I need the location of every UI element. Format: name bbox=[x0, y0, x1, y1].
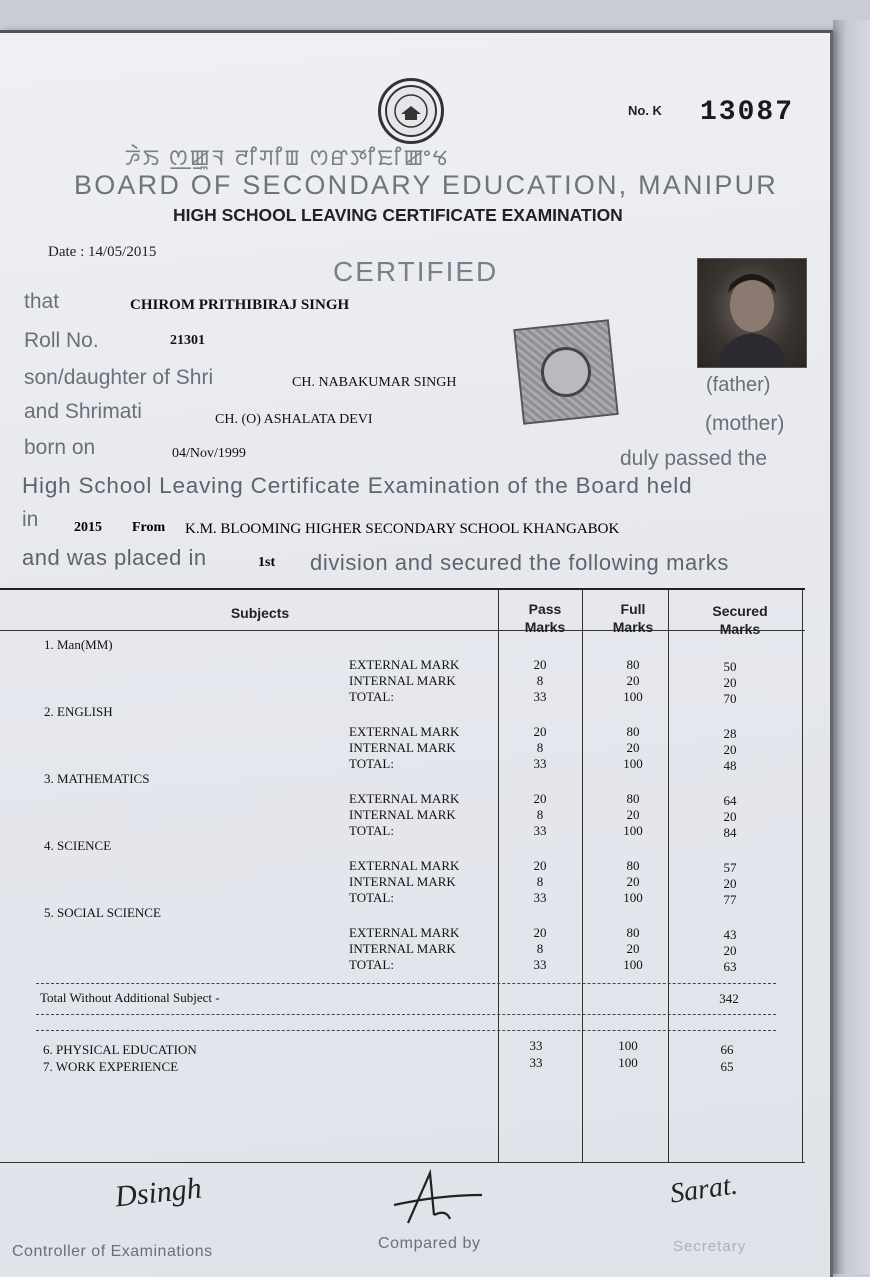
pass-mark: 33 bbox=[533, 689, 547, 704]
secured-mark: 28 bbox=[723, 726, 737, 741]
mark-type-label: INTERNAL MARK bbox=[349, 874, 456, 889]
duly-passed-text: duly passed the bbox=[620, 447, 768, 470]
pass-mark: 33 bbox=[529, 1038, 543, 1053]
secretary-label: Secretary bbox=[673, 1238, 747, 1255]
full-mark: 20 bbox=[626, 807, 640, 822]
pass-header-1: Pass bbox=[528, 601, 562, 617]
subjects-header: Subjects bbox=[230, 605, 290, 621]
father-label: son/daughter of Shri bbox=[24, 366, 214, 389]
mark-type-label: TOTAL: bbox=[349, 957, 394, 972]
full-mark: 100 bbox=[618, 1055, 638, 1070]
from-label: From bbox=[132, 520, 166, 535]
secured-mark: 66 bbox=[720, 1042, 734, 1057]
full-mark: 80 bbox=[626, 858, 640, 873]
full-mark: 80 bbox=[626, 791, 640, 806]
pass-mark: 33 bbox=[533, 957, 547, 972]
pass-mark: 8 bbox=[536, 807, 544, 822]
secured-mark: 20 bbox=[723, 742, 737, 757]
subject-name: 3. MATHEMATICS bbox=[44, 771, 150, 786]
mark-type-label: INTERNAL MARK bbox=[349, 941, 456, 956]
pass-mark: 33 bbox=[533, 756, 547, 771]
mark-type-label: INTERNAL MARK bbox=[349, 807, 456, 822]
pass-mark: 33 bbox=[529, 1055, 543, 1070]
total-value: 342 bbox=[719, 991, 739, 1006]
division: 1st bbox=[258, 555, 276, 570]
candidate-photo bbox=[697, 258, 807, 368]
mark-type-label: TOTAL: bbox=[349, 890, 394, 905]
full-mark: 100 bbox=[618, 1038, 638, 1053]
board-emblem-icon bbox=[378, 78, 444, 144]
compared-label: Compared by bbox=[378, 1235, 481, 1252]
mark-type-label: EXTERNAL MARK bbox=[349, 724, 460, 739]
secured-mark: 63 bbox=[723, 959, 737, 974]
full-mark: 80 bbox=[626, 724, 640, 739]
secured-mark: 50 bbox=[723, 659, 737, 674]
exam-title: HIGH SCHOOL LEAVING CERTIFICATE EXAMINATION bbox=[173, 205, 623, 225]
mother-relation: (mother) bbox=[705, 412, 785, 435]
script-title: ꯍꯥꯏ ꯁ꯭ꯀꯨꯜ ꯂꯤꯚꯤꯡ ꯁꯔꯇꯤꯐꯤꯀꯦꯠ bbox=[125, 145, 450, 170]
father-name: CH. NABAKUMAR SINGH bbox=[292, 375, 457, 390]
mark-type-label: TOTAL: bbox=[349, 689, 394, 704]
subject-name: 4. SCIENCE bbox=[44, 838, 112, 853]
full-mark: 20 bbox=[626, 941, 640, 956]
cert-number: 13087 bbox=[700, 97, 795, 128]
secured-mark: 20 bbox=[723, 876, 737, 891]
secured-mark: 20 bbox=[723, 809, 737, 824]
secured-mark: 65 bbox=[720, 1059, 734, 1074]
pass-mark: 20 bbox=[533, 858, 547, 873]
mark-type-label: INTERNAL MARK bbox=[349, 740, 456, 755]
mark-type-label: TOTAL: bbox=[349, 756, 394, 771]
controller-signature: Dsingh bbox=[113, 1171, 204, 1214]
secured-header-2: Marks bbox=[719, 621, 761, 637]
additional-subject-name: 7. WORK EXPERIENCE bbox=[43, 1059, 179, 1074]
pass-mark: 33 bbox=[533, 823, 547, 838]
secured-mark: 20 bbox=[723, 943, 737, 958]
cert-no-label: No. K bbox=[628, 103, 662, 118]
full-mark: 80 bbox=[626, 925, 640, 940]
full-mark: 100 bbox=[623, 890, 643, 905]
secured-header-1: Secured bbox=[712, 603, 768, 619]
full-mark: 20 bbox=[626, 874, 640, 889]
full-header-2: Marks bbox=[612, 619, 654, 635]
pass-mark: 33 bbox=[533, 890, 547, 905]
mark-type-label: TOTAL: bbox=[349, 823, 394, 838]
secured-text: division and secured the following marks bbox=[310, 550, 729, 575]
born-label: born on bbox=[24, 436, 96, 459]
mark-type-label: EXTERNAL MARK bbox=[349, 858, 460, 873]
pass-mark: 8 bbox=[536, 740, 544, 755]
pass-mark: 8 bbox=[536, 941, 544, 956]
pass-mark: 20 bbox=[533, 791, 547, 806]
full-mark: 80 bbox=[626, 657, 640, 672]
roll-number: 21301 bbox=[170, 333, 205, 348]
full-mark: 100 bbox=[623, 689, 643, 704]
additional-subject-name: 6. PHYSICAL EDUCATION bbox=[43, 1042, 197, 1057]
marks-table bbox=[0, 588, 805, 1163]
subject-name: 2. ENGLISH bbox=[44, 704, 113, 719]
secured-mark: 48 bbox=[723, 758, 737, 773]
pass-mark: 8 bbox=[536, 673, 544, 688]
subject-name: 5. SOCIAL SCIENCE bbox=[44, 905, 161, 920]
mark-type-label: INTERNAL MARK bbox=[349, 673, 456, 688]
placed-label: and was placed in bbox=[22, 545, 207, 570]
secured-mark: 70 bbox=[723, 691, 737, 706]
secured-mark: 20 bbox=[723, 675, 737, 690]
secured-mark: 57 bbox=[723, 860, 737, 875]
exam-line: High School Leaving Certificate Examination of the Board held bbox=[22, 473, 693, 498]
board-name: BOARD OF SECONDARY EDUCATION, MANIPUR bbox=[74, 170, 778, 200]
father-relation: (father) bbox=[706, 374, 771, 396]
secured-mark: 64 bbox=[723, 793, 737, 808]
roll-label: Roll No. bbox=[24, 329, 99, 352]
secretary-signature: Sarat. bbox=[668, 1169, 740, 1210]
official-seal-icon bbox=[513, 319, 619, 425]
pass-mark: 20 bbox=[533, 724, 547, 739]
full-mark: 100 bbox=[623, 756, 643, 771]
full-mark: 100 bbox=[623, 957, 643, 972]
total-label: Total Without Additional Subject - bbox=[40, 990, 220, 1005]
mother-name: CH. (O) ASHALATA DEVI bbox=[215, 412, 373, 427]
full-mark: 20 bbox=[626, 673, 640, 688]
subject-name: 1. Man(MM) bbox=[44, 637, 113, 652]
in-label: in bbox=[22, 508, 39, 531]
background-edge bbox=[833, 20, 870, 1274]
mark-type-label: EXTERNAL MARK bbox=[349, 657, 460, 672]
school-name: K.M. BLOOMING HIGHER SECONDARY SCHOOL KHANGABOK bbox=[185, 521, 620, 537]
mother-label: and Shrimati bbox=[24, 400, 142, 423]
pass-mark: 8 bbox=[536, 874, 544, 889]
issue-date: Date : 14/05/2015 bbox=[48, 244, 157, 260]
full-mark: 20 bbox=[626, 740, 640, 755]
that-label: that bbox=[24, 290, 60, 313]
pass-mark: 20 bbox=[533, 657, 547, 672]
mark-type-label: EXTERNAL MARK bbox=[349, 791, 460, 806]
full-header-1: Full bbox=[620, 601, 646, 617]
candidate-name: CHIROM PRITHIBIRAJ SINGH bbox=[130, 297, 350, 313]
secured-mark: 77 bbox=[723, 892, 737, 907]
compared-signature-icon bbox=[390, 1165, 490, 1234]
full-mark: 100 bbox=[623, 823, 643, 838]
exam-year: 2015 bbox=[74, 520, 102, 535]
pass-header-2: Marks bbox=[524, 619, 566, 635]
pass-mark: 20 bbox=[533, 925, 547, 940]
secured-mark: 84 bbox=[723, 825, 737, 840]
certified-heading: CERTIFIED bbox=[333, 256, 499, 287]
secured-mark: 43 bbox=[723, 927, 737, 942]
date-of-birth: 04/Nov/1999 bbox=[172, 446, 246, 461]
mark-type-label: EXTERNAL MARK bbox=[349, 925, 460, 940]
controller-label: Controller of Examinations bbox=[12, 1243, 213, 1260]
